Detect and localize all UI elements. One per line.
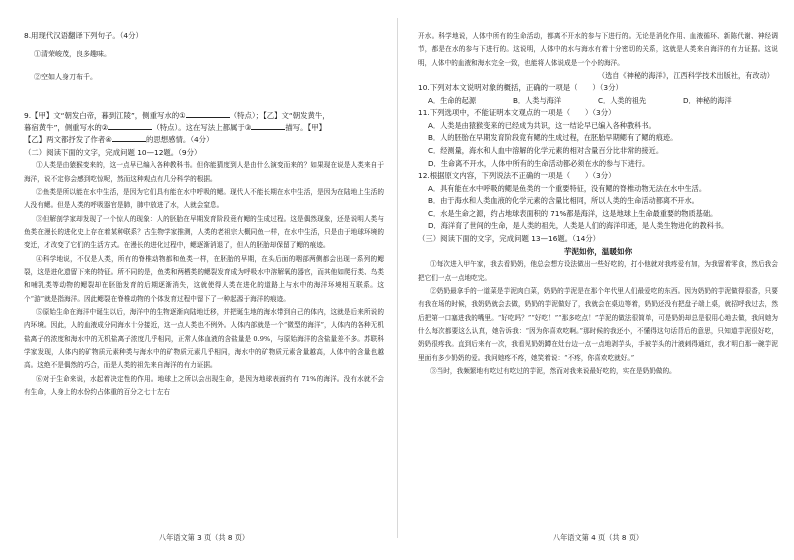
question-9-line-3: 【乙】两文都抒发了作者④ 的思想感情。（4分） [24, 135, 214, 145]
answer-blank-2[interactable] [108, 122, 152, 130]
option-11-a[interactable]: A．人类是由猿猴变来的已经成为共识，这一结论早已编入各种教科书。 [428, 120, 656, 130]
page-divider [397, 18, 398, 538]
question-12: 12.根据原文内容，下列说法不正确的一项是（ ）（3分） [418, 171, 616, 181]
option-11-c[interactable]: C．经测量，海水和人血中溶解的化学元素的相对含量百分比非常的接近。 [428, 146, 664, 156]
essay-paragraph-3: ③当时，我频繁地有吃过有吃过的芋泥，然而对我来说最好吃的，实在是奶奶做的。 [430, 367, 676, 376]
right-page [418, 30, 778, 530]
passage-paragraph-2: ②鱼类是所以能在水中生活，是因为它们具有能在水中呼吸的鳃。现代人不能长期在水中生活，是因为在陆地上生活的人没有鳃。但是人类的呼吸器官是肺，肺中放进了水，人就会窒息。 [24, 187, 384, 210]
passage-paragraph-6: ⑥对于生命来说，水起着决定性的作用。地球上之所以会出现生命，是因为地球表面约有 71%的海洋。没有水就不会有生命，人身上的水份约占体重的百分之七十左右 [24, 374, 384, 397]
answer-blank-4[interactable] [112, 134, 146, 142]
answer-blank-1[interactable] [186, 110, 230, 118]
option-12-c[interactable]: C．水是生命之源，约占地球表面积的 71%都是海洋，这是地球上生命最重要的物质基础。 [428, 208, 718, 218]
passage-paragraph-1: ①人类是由猿猴变来的，这一点早已编入各种教科书。但你能猜度到人是由什么演变而来的？如果现在说是人类来自于海洋，说不定你会感到吃惊呢，然而这种观点有几分科学的根据。 [24, 161, 384, 183]
left-page [24, 30, 384, 530]
page-footer-left: 八年语文第 3 页（共 8 页） [158, 533, 250, 542]
question-8: 8.用现代汉语翻译下列句子。（4分） [24, 31, 143, 40]
passage-paragraph-5: ⑤原始生命在海洋中诞生以后，海洋中的生物逐渐向陆地迁移，并把诞生地的海水带到自己的体内，这就是后来所说的内环境。因此，人的血液成分同海水十分接近，这一点人类也不例外。人体内部就是一个“微型的海洋”，人体内的各种无机盐离子的浓度和海水中的无机盐离子浓度几乎相同，正常人体血液的含盐量是 0.9%，与原始海洋的含盐量差不多。苏联科学家发现，人体内的矿物质元素种类与海水中的矿物质元素几乎相同，海水中的矿物质元素含量越高，人体中的含量也越高。这绝不是偶然的巧合，而是人类的祖先来自海洋的有力证据。 [24, 308, 384, 370]
option-12-a[interactable]: A．具有能在水中呼吸的鳃是鱼类的一个重要特征，没有鳃的脊椎动物无法在水中生活。 [428, 183, 707, 193]
option-10-b[interactable]: B．人类与海洋 [513, 95, 562, 105]
option-11-d[interactable]: D．生命离不开水，人体中所有的生命活动都必须在水的参与下进行。 [428, 158, 650, 168]
question-9: 9.【甲】文“朝发白帝，暮到江陵”，侧重写水的① （特点）；【乙】文“朝发黄牛， [24, 110, 330, 120]
section-2-heading: （二）阅读下面的文字，完成问题 10—12题。（9分） [24, 147, 202, 157]
option-10-d[interactable]: D．神秘的海洋 [683, 95, 732, 105]
section-3-heading: （三）阅读下面的文字，完成问题 13—16题。（14分） [418, 234, 601, 243]
answer-blank-3[interactable] [251, 122, 285, 130]
option-12-b[interactable]: B．由于海水和人类血液的化学元素的含量比相同，所以人类的生命活动都离不开水。 [428, 196, 699, 206]
passage-continuation: 开水。科学地说，人体中所有的生命活动，都离不开水的参与下进行的。无论是消化作用、血液循环、新陈代谢、神经调节，都是在水的参与下进行的。这说明，人体中的水与海水有着十分密切的关系，这就是人类来自海洋的有力证据。这说明，人体中的血液和海水完全一致，也能将人体说成是一个小的海洋。 [418, 32, 778, 67]
page-footer-right: 八年语文第 4 页（共 8 页） [552, 533, 644, 542]
question-8-item-1: ①清荣峻茂，良多趣味。 [34, 50, 111, 59]
question-8-item-2: ②空如人身刀布千。 [34, 73, 97, 81]
essay-paragraph-1: ①每次进入甲午家，我去看奶奶，他总会想方设法做出一些好吃的，打小他就对我疼爱有加，为我留着零食，然后我会把它们一点一点地吃完。 [418, 260, 778, 282]
question-10: 10.下列对本文说明对象的概括，正确的一项是（ ）（3分） [418, 83, 623, 93]
option-10-a[interactable]: A．生命的起源 [428, 95, 477, 105]
passage-paragraph-3: ③但解剖学家却发现了一个惊人的现象：人的胚胎在早期发育阶段竟有鳃的生成过程。这是偶然现象，还是说明人类与鱼类在漫长的进化史上存在着某种联系？古生物学家推测，人类的老祖宗大概同鱼一样，在水中生活，只是由于地球环境的变迁，才改变了它们的生活方式。在漫长的进化过程中，鳃逐渐消退了，但人的胚胎却保留了鳃的痕迹。 [24, 214, 384, 250]
passage-source: （选自《神秘的海洋》，江西科学技术出版社，有改动） [597, 71, 774, 81]
question-10-options [418, 95, 778, 108]
essay-paragraph-2: ②奶奶最拿手的一道菜是芋泥肉白菜，奶奶的芋泥是在那个年代里人们最爱吃的东西。因为奶奶的芋泥做得很香，只要有我在场的时候，我奶奶就会去做，奶奶的芋泥做好了，我就会在桌边等着，奶奶还没有把盘子端上桌，就招呼我过去，然后把第一口塞进我的嘴里。“好吃吗？”“好吃！”“那多吃点！”芋泥的做法很简单，可是奶奶却总是很用心地去做，我问她为什么每次都要这么认真，她告诉我：“因为你喜欢吃啊。”那时候的我还小，不懂得这句话背后的意思，只知道芋泥很好吃，奶奶很疼我。直到后来有一次，我看见奶奶蹲在灶台边一点一点地剥芋头，手被芋头的汁液刺得通红，我才明白那一碗芋泥里面有多少奶奶的爱。我问她疼不疼，她笑着说：“不疼，你喜欢吃就好。” [418, 287, 778, 362]
passage-paragraph-4: ④科学地说，不仅是人类，所有的脊椎动物都和鱼类一样，在胚胎的早期，在头后面的咽部两侧都会出现一系列的鳃裂，这是进化遗留下来的特征。所不同的是，鱼类和两栖类的鳃裂发育成为呼吸水中溶解氧的器官，而其他如爬行类、鸟类和哺乳类等动物的鳃裂却在胚胎发育的后期逐渐消失，这就使得人类在进化的道路上与水中的海洋环境相互联系。这个“游”就是指海洋。因此鳃裂在脊椎动物的个体发育过程中留下了一种起源于海洋的痕迹。 [24, 254, 384, 303]
option-10-c[interactable]: C．人类的祖先 [598, 95, 647, 105]
question-11: 11.下列选项中，不能证明本文观点的一项是（ ）（3分） [418, 108, 616, 118]
question-9-line-2: 暮宿黄牛”，侧重写水的② （特点）。这在写法上都属于③ 描写。【甲】 [24, 123, 327, 132]
option-11-b[interactable]: B．人的胚胎在早期发育阶段竟有鳃的生成过程，在胚胎早期鳃有了鳃的痕迹。 [428, 133, 678, 143]
option-12-d[interactable]: D．海洋育了世间的生命，是人类的祖先，人类是人们的海洋印迹，是人类生物进化的教科书。 [428, 221, 729, 231]
essay-title: 芋泥如你，温暖如你 [563, 247, 633, 257]
